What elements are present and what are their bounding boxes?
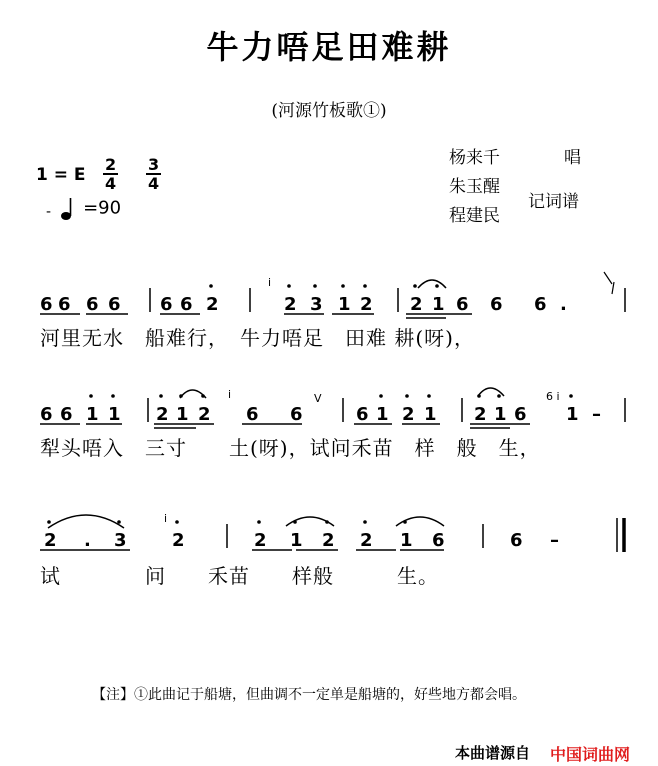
score-line-1: [40, 276, 567, 315]
note-digit: 6: [108, 294, 121, 315]
octave-dot: [379, 394, 383, 398]
source-label: 本曲谱源自: [455, 744, 531, 762]
note-digit: 6: [490, 294, 503, 315]
score-line-2: [40, 388, 601, 425]
source-site-link[interactable]: 中国词曲网: [550, 745, 631, 764]
octave-dot: [413, 284, 417, 288]
meter-numerator: 3: [148, 155, 160, 174]
grace-note: 6 i: [546, 390, 560, 403]
octave-dot: [89, 394, 93, 398]
note-digit: 1: [424, 404, 437, 425]
note-digit: 3: [310, 294, 323, 315]
footnote: 【注】①此曲记于船塘，但曲调不一定单是船塘的，好些地方都会唱。: [92, 687, 526, 703]
note-digit: 2: [206, 294, 219, 315]
note-digit: 2: [172, 530, 185, 551]
note-digit: 2: [44, 530, 57, 551]
note-digit: 1: [176, 404, 189, 425]
note-digit: 2: [322, 530, 335, 551]
note-digit: 2: [284, 294, 297, 315]
octave-dot: [341, 284, 345, 288]
note-digit: 2: [402, 404, 415, 425]
grace-note: i: [164, 512, 168, 525]
note-digit: 1: [400, 530, 413, 551]
note-digit: 6: [510, 530, 523, 551]
note-digit: 1: [376, 404, 389, 425]
grace-note: i: [268, 276, 272, 289]
octave-dot: [209, 284, 213, 288]
notator-name-1: 朱玉醒: [449, 177, 500, 197]
octave-dot: [497, 394, 501, 398]
note-digit: 1: [494, 404, 507, 425]
octave-dot: [569, 394, 573, 398]
singer-role: 唱: [564, 148, 581, 168]
note-digit: 6: [40, 404, 53, 425]
note-digit: 2: [198, 404, 211, 425]
meter-numerator: 2: [105, 155, 117, 174]
octave-dot: [179, 394, 183, 398]
note-digit: 6: [534, 294, 547, 315]
note-digit: 2: [156, 404, 169, 425]
note-digit: 6: [160, 294, 173, 315]
octave-dot: [111, 394, 115, 398]
note-digit: 6: [356, 404, 369, 425]
octave-dot: [405, 394, 409, 398]
note-digit: 6: [456, 294, 469, 315]
octave-dot: [293, 520, 297, 524]
time-signature-3-4: [146, 156, 161, 193]
time-signature-2-4: [103, 156, 118, 193]
tempo-marking: [44, 196, 121, 222]
note-digit: 2: [474, 404, 487, 425]
note-digit: 1: [86, 404, 99, 425]
octave-dot: [403, 520, 407, 524]
note-digit: –: [550, 530, 559, 551]
octave-dot: [117, 520, 121, 524]
tempo-value: =90: [83, 197, 122, 219]
song-subtitle: (河源竹板歌①): [271, 101, 387, 121]
note-digit: 1: [432, 294, 445, 315]
note-digit: 6: [432, 530, 445, 551]
note-digit: 6: [86, 294, 99, 315]
note-digit: .: [84, 530, 91, 551]
octave-dot: [435, 284, 439, 288]
note-digit: 2: [360, 530, 373, 551]
octave-dot: [257, 520, 261, 524]
note-digit: 1: [290, 530, 303, 551]
note-digit: 1: [566, 404, 579, 425]
lyric-line-2: 犁头唔入 三寸 土(呀)，试问禾苗 样 般 生，: [40, 436, 541, 460]
meter-denominator: 4: [148, 174, 160, 193]
tempo-dot-glyph: -: [46, 204, 52, 220]
lyric-line-3: 试 问 禾苗 样般 生。: [40, 564, 439, 588]
octave-dot: [477, 394, 481, 398]
breath-mark: V: [314, 392, 322, 405]
octave-dot: [363, 284, 367, 288]
note-digit: 2: [360, 294, 373, 315]
note-digit: 6: [58, 294, 71, 315]
notator-name-2: 程建民: [449, 206, 500, 226]
octave-dot: [201, 394, 205, 398]
octave-dot: [175, 520, 179, 524]
key-signature: 1 = E: [36, 165, 86, 185]
note-digit: 1: [108, 404, 121, 425]
song-title: 牛力唔足田难耕: [206, 28, 452, 66]
note-digit: 6: [246, 404, 259, 425]
lyric-line-1: 河里无水 船难行， 牛力唔足 田难 耕(呀)，: [40, 326, 475, 350]
octave-dot: [363, 520, 367, 524]
note-digit: 6: [180, 294, 193, 315]
note-digit: 6: [290, 404, 303, 425]
note-digit: –: [592, 404, 601, 425]
singer-name: 杨来千: [449, 148, 500, 168]
note-digit: .: [560, 294, 567, 315]
octave-dot: [47, 520, 51, 524]
note-digit: 6: [60, 404, 73, 425]
meter-denominator: 4: [105, 174, 117, 193]
jianpu-score: [0, 260, 658, 580]
quarter-note-icon: [44, 196, 78, 222]
note-digit: 2: [410, 294, 423, 315]
note-digit: 6: [514, 404, 527, 425]
note-digit: 1: [338, 294, 351, 315]
octave-dot: [325, 520, 329, 524]
octave-dot: [427, 394, 431, 398]
note-digit: 6: [40, 294, 53, 315]
octave-dot: [159, 394, 163, 398]
octave-dot: [313, 284, 317, 288]
note-digit: 2: [254, 530, 267, 551]
notator-role: 记词谱: [528, 192, 579, 212]
octave-dot: [287, 284, 291, 288]
grace-note: i: [228, 388, 232, 401]
note-digit: 3: [114, 530, 127, 551]
